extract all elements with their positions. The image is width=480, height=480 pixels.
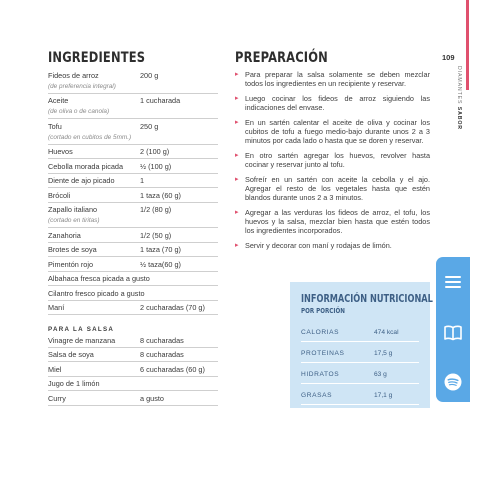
nutrition-label: CALORIAS — [301, 329, 340, 336]
ingredients-title: INGREDIENTES — [48, 50, 146, 66]
ingredient-quantity: a gusto — [140, 393, 164, 403]
running-header-light: DIAMANTES — [456, 66, 462, 105]
ingredient-row — [48, 159, 218, 174]
preparation-steps — [235, 70, 430, 256]
preparation-step-text: En un sartén calentar el aceite de oliva y cocinar los cubitos de tofu a fuego medio-bajo durante unos 2 a 3 minutos por cada lado o hasta que se doren y reservar. — [245, 117, 430, 146]
nutrition-value: 17,5 g — [374, 350, 393, 357]
ingredient-row — [48, 188, 218, 203]
ingredient-quantity: 2 cucharadas (70 g) — [140, 303, 205, 312]
nutrition-label: GRASAS — [301, 392, 333, 399]
preparation-step-text: Agregar a las verduras los fideos de arroz, el tofu, los huevos y la salsa, mezclar bien hasta que estén todos los ingredientes incorporados. — [245, 207, 430, 236]
accent-bar — [466, 0, 469, 90]
ingredient-name-text: Jugo de 1 limón — [48, 379, 100, 388]
preparation-step-text: Luego cocinar los fideos de arroz siguiendo las indicaciones del envase. — [245, 93, 430, 113]
ingredient-row — [48, 391, 218, 406]
ingredient-row — [48, 119, 218, 145]
ingredient-name-text: Salsa de soya — [48, 350, 94, 359]
nutrition-subtitle: POR PORCIÓN — [301, 307, 345, 315]
ingredient-name-text: Cilantro fresco picado a gusto — [48, 288, 145, 298]
running-header-bold: SABOR — [456, 106, 462, 130]
ingredient-name — [48, 303, 140, 312]
bullet-icon: ▸ — [235, 71, 239, 78]
ingredient-name-text: Diente de ajo picado — [48, 176, 115, 185]
nutrition-title: INFORMACIÓN NUTRICIONAL — [301, 293, 433, 305]
ingredient-row — [48, 203, 218, 229]
nutrition-label: HIDRATOS — [301, 371, 340, 378]
ingredient-quantity: 8 cucharadas — [140, 335, 184, 345]
ingredient-row — [48, 301, 218, 316]
nutrition-value: 474 kcal — [374, 329, 399, 336]
ingredient-name — [48, 350, 140, 359]
ingredient-name — [48, 245, 140, 254]
ingredient-name — [48, 231, 140, 240]
preparation-step-text: Servir y decorar con maní y rodajas de limón. — [245, 241, 392, 251]
ingredient-note: (de preferencia integral) — [48, 82, 116, 90]
ingredient-quantity: ½ (100 g) — [140, 161, 172, 171]
ingredient-name-text: Cebolla morada picada — [48, 161, 124, 171]
side-toolbar — [436, 257, 470, 402]
preparation-step — [235, 175, 430, 203]
ingredient-name-text: Aceite — [48, 96, 69, 105]
ingredient-quantity: 1/2 (50 g) — [140, 230, 172, 240]
preparation-title: PREPARACIÓN — [235, 50, 328, 66]
nutrition-value: 17,1 g — [374, 392, 393, 399]
ingredient-row — [48, 348, 218, 363]
ingredient-note: (de oliva o de canola) — [48, 108, 110, 115]
ingredient-name-text: Zapallo italiano — [48, 205, 98, 214]
ingredient-row — [48, 362, 218, 377]
ingredient-row — [48, 243, 218, 258]
salsa-list — [48, 333, 218, 406]
preparation-step — [235, 151, 430, 169]
nutrition-row — [301, 362, 419, 384]
ingredient-row — [48, 377, 218, 392]
ingredient-quantity: ½ taza(60 g) — [140, 259, 181, 269]
ingredient-name — [48, 176, 140, 185]
ingredient-name — [48, 379, 100, 388]
ingredient-row — [48, 145, 218, 160]
preparation-step-text: En otro sartén agregar los huevos, revolver hasta cocinar y reservar junto al tofu. — [245, 150, 430, 170]
bullet-icon: ▸ — [235, 242, 239, 250]
ingredient-name-text: Miel — [48, 364, 62, 374]
ingredient-name-text: Huevos — [48, 147, 73, 156]
ingredient-quantity: 250 g — [140, 121, 159, 131]
salsa-header: PARA LA SALSA — [48, 326, 115, 333]
nutrition-box — [290, 282, 433, 408]
bullet-icon: ▸ — [235, 151, 239, 159]
ingredient-name — [48, 260, 140, 269]
menu-icon[interactable] — [444, 273, 462, 291]
ingredient-row — [48, 174, 218, 189]
ingredient-row — [48, 272, 218, 287]
ingredient-name-text: Pimentón rojo — [48, 259, 94, 269]
preparation-step-text: Sofreír en un sartén con aceite la cebolla y el ajo. Agregar el resto de los vegetales hasta que estén blandos durante unos 2 a 3 minutos. — [245, 174, 430, 203]
ingredient-name — [48, 71, 140, 91]
ingredient-quantity: 1 taza (70 g) — [140, 245, 181, 254]
preparation-step — [235, 94, 430, 112]
ingredient-name — [48, 162, 140, 171]
bullet-icon: ▸ — [235, 94, 239, 102]
ingredient-name-text: Curry — [48, 393, 66, 403]
ingredient-quantity: 8 cucharadas — [140, 350, 184, 359]
nutrition-row — [301, 341, 419, 363]
ingredient-note: (cortado en tiritas) — [48, 217, 100, 224]
ingredient-name — [48, 289, 145, 298]
book-icon[interactable] — [444, 324, 462, 342]
ingredient-quantity: 6 cucharadas (60 g) — [140, 364, 205, 374]
ingredient-name — [48, 394, 140, 403]
bullet-icon: ▸ — [235, 118, 239, 126]
ingredient-row — [48, 68, 218, 94]
ingredient-name-text: Maní — [48, 303, 65, 312]
ingredient-name — [48, 336, 140, 345]
ingredient-note: (cortado en cubitos de 5mm.) — [48, 133, 132, 141]
ingredient-name — [48, 274, 150, 283]
ingredient-name-text: Vinagre de manzana — [48, 335, 116, 345]
page-number: 109 — [442, 53, 455, 62]
ingredient-name — [48, 122, 140, 142]
running-header — [447, 66, 462, 130]
nutrition-value: 63 g — [374, 371, 387, 378]
preparation-step — [235, 118, 430, 146]
nutrition-row — [301, 320, 419, 342]
preparation-step — [235, 208, 430, 236]
ingredient-row — [48, 94, 218, 120]
ingredient-quantity: 1 — [140, 176, 145, 185]
ingredient-row — [48, 257, 218, 272]
preparation-step-text: Para preparar la salsa solamente se deben mezclar todos los ingredientes en un recipiente y reservar. — [245, 70, 430, 89]
ingredient-name-text: Fideos de arroz — [48, 70, 99, 80]
ingredient-name — [48, 191, 140, 200]
ingredient-quantity: 200 g — [140, 70, 159, 80]
ingredient-quantity: 1 taza (60 g) — [140, 190, 181, 200]
ingredient-name-text: Brócoli — [48, 190, 71, 200]
ingredient-name-text: Tofu — [48, 121, 62, 131]
ingredient-name — [48, 365, 140, 374]
ingredient-row — [48, 286, 218, 301]
ingredient-quantity: 1 cucharada — [140, 96, 181, 105]
preparation-step — [235, 70, 430, 88]
spotify-icon[interactable] — [444, 373, 462, 391]
ingredient-row — [48, 333, 218, 348]
ingredient-name-text: Zanahoria — [48, 230, 81, 240]
ingredient-name — [48, 96, 140, 116]
nutrition-row — [301, 383, 419, 405]
ingredients-list — [48, 68, 218, 315]
ingredient-name-text: Brotes de soya — [48, 245, 97, 254]
ingredient-quantity: 2 (100 g) — [140, 147, 170, 156]
ingredient-name — [48, 147, 140, 156]
ingredient-name-text: Albahaca fresca picada a gusto — [48, 274, 150, 283]
ingredient-quantity: 1/2 (80 g) — [140, 205, 172, 214]
preparation-step — [235, 241, 430, 250]
ingredient-row — [48, 228, 218, 243]
ingredient-name — [48, 205, 140, 225]
bullet-icon: ▸ — [235, 208, 239, 216]
nutrition-label: PROTEINAS — [301, 350, 345, 357]
bullet-icon: ▸ — [235, 175, 239, 183]
